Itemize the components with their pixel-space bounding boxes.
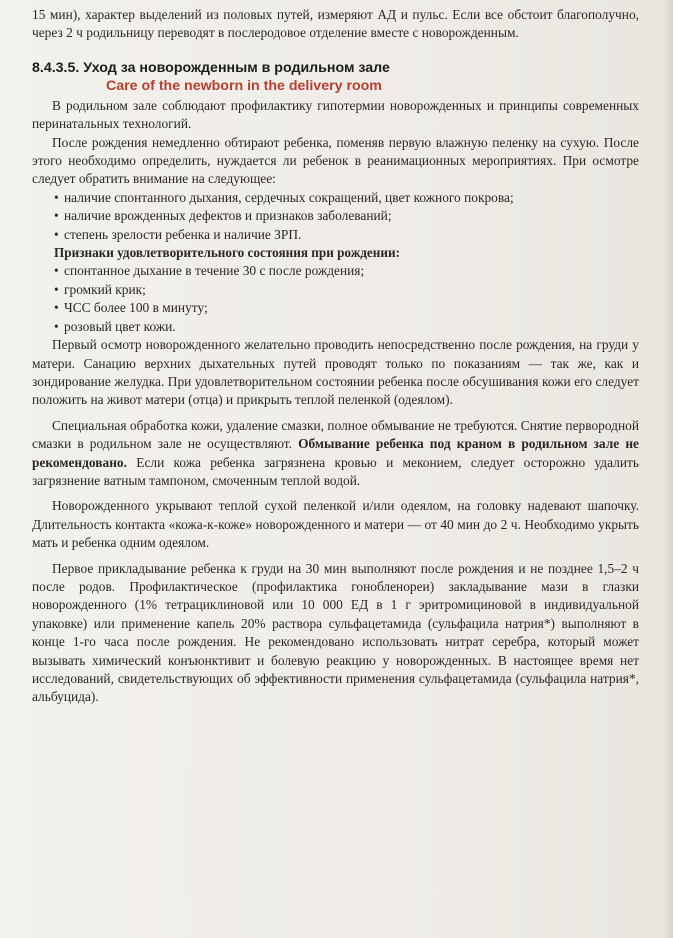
paragraph-skin-care: Специальная обработка кожи, удаление смазки, полное обмывание не требуются. Снятие первородной смазки в родильном зале не осуществляют. Обмывание ребенка под краном в родильном зале не рекомендовано. Если кожа ребенка загрязнена кровью и меконием, следует осторожно удалить загрязнение ватным тампоном, смоченным теплой водой. [32,417,639,488]
list-item: • наличие спонтанного дыхания, сердечных сокращений, цвет кожного покрова; [32,189,639,207]
list-item: • розовый цвет кожи. [32,318,639,336]
section-subheading-english: Care of the newborn in the delivery room [106,77,382,94]
paragraph-hypothermia: В родильном зале соблюдают профилактику гипотермии новорожденных и принципы современных перинатальных технологий. [32,97,639,132]
list-item: • спонтанное дыхание в течение 30 с после рождения; [32,262,639,280]
bullet-icon: • [54,226,59,242]
list-item: • наличие врожденных дефектов и признаков заболеваний; [32,207,639,225]
bullet-icon: • [54,208,59,224]
intro-paragraph: 15 мин), характер выделений из половых путей, измеряют АД и пульс. Если все обстоит благополучно, через 2 ч родильницу переводят в послеродовое отделение вместе с новорожденным. [32,7,639,41]
paragraph-after-birth: После рождения немедленно обтирают ребенка, поменяв первую влажную пеленку на сухую. После этого необходимо определить, нуждается ли ребенок в реанимационных мероприятиях. При осмотре следует обратить внимание на следующее: [32,134,639,187]
bullet-icon: • [54,281,59,297]
warning-bold-text: Обмывание ребенка под краном в родильном зале не рекомендовано. [32,436,639,470]
bullet-icon: • [54,300,59,316]
paragraph-first-exam: Первый осмотр новорожденного желательно проводить непосредственно после рождения, на груди у матери. Санацию верхних дыхательных путей проводят только по показаниям — так же, как и зондирование желудка. При удовлетворительном состоянии ребенка после обсушивания кожи его следует положить на живот матери (отца) и прикрыть теплой пеленкой (одеялом). [32,337,639,408]
signs-list [32,262,639,336]
paragraph-skin-to-skin: Новорожденного укрывают теплой сухой пеленкой и/или одеялом, на головку надевают шапочку. Длительность контакта «кожа-к-коже» новорожденного и матери — от 40 мин до 2 ч. Необходимо укрыть мать и ребенка одним одеялом. [32,498,639,551]
attention-list [32,189,639,244]
list-item: • ЧСС более 100 в минуту; [32,299,639,317]
section-heading: 8.4.3.5. Уход за новорожденным в родильном зале [32,59,390,76]
signs-heading: Признаки удовлетворительного состояния при рождении: [54,245,400,261]
bullet-icon: • [54,318,59,334]
list-item: • громкий крик; [32,281,639,299]
paragraph-breastfeeding: Первое прикладывание ребенка к груди на 30 мин выполняют после рождения и не позднее 1,5–2 ч после родов. Профилактическое (профилактика гонобленореи) закладывание мази в глазки новорожденного (1% тетрациклиновой или 10 000 ЕД в 1 г эритромициновой в индивидуальной упаковке) или применение капель 20% раствора сульфацетамида (сульфацила натрия*) выполняют в конце 1-го часа после рождения. Не рекомендовано использовать нитрат серебра, который может вызывать химический конъюнктивит и болевую реакцию у новорожденных. В настоящее время нет исследований, свидетельствующих об эффективности применения сульфацетамида (сульфацила натрия*, альбуцида). [32,560,639,705]
list-item: • степень зрелости ребенка и наличие ЗРП. [32,226,639,244]
bullet-icon: • [54,263,59,279]
bullet-icon: • [54,189,59,205]
